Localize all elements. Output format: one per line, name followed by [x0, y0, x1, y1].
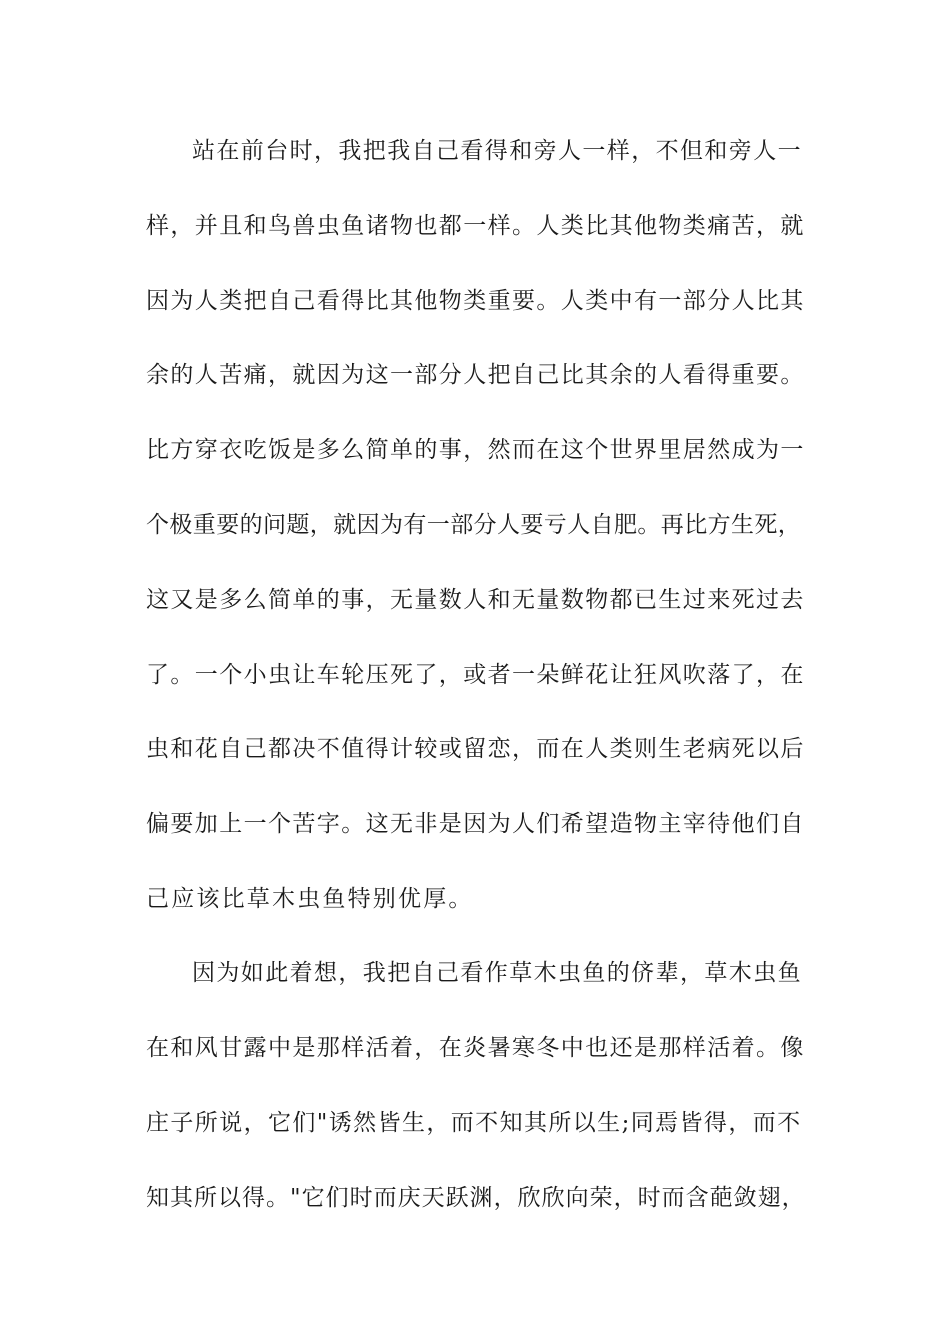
paragraph-1-line-8: 了。一个小虫让车轮压死了，或者一朵鲜花让狂风吹落了，在	[146, 662, 805, 688]
paragraph-2-line-2: 在和风甘露中是那样活着，在炎暑寒冬中也还是那样活着。像	[146, 1035, 805, 1061]
paragraph-1-line-6: 个极重要的问题，就因为有一部分人要亏人自肥。再比方生死，	[146, 512, 802, 538]
paragraph-2-line-4: 知其所以得。"它们时而庆天跃渊，欣欣向荣，时而含葩敛翅，	[146, 1185, 806, 1211]
paragraph-1-line-9: 虫和花自己都决不值得计较或留恋，而在人类则生老病死以后	[146, 736, 805, 762]
paragraph-1-line-2: 样，并且和鸟兽虫鱼诸物也都一样。人类比其他物类痛苦，就	[146, 213, 805, 239]
paragraph-1-line-3: 因为人类把自己看得比其他物类重要。人类中有一部分人比其	[146, 288, 805, 314]
paragraph-1-line-11: 己应该比草木虫鱼特别优厚。	[146, 886, 474, 912]
paragraph-2-line-1: 因为如此着想，我把自己看作草木虫鱼的侪辈，草木虫鱼	[192, 960, 802, 986]
paragraph-1-line-4: 余的人苦痛，就因为这一部分人把自己比其余的人看得重要。	[146, 362, 805, 388]
paragraph-2-line-3: 庄子所说，它们"诱然皆生，而不知其所以生;同焉皆得，而不	[146, 1110, 802, 1136]
paragraph-1-line-1: 站在前台时，我把我自己看得和旁人一样，不但和旁人一	[192, 138, 802, 164]
paragraph-1-line-7: 这又是多么简单的事，无量数人和无量数物都已生过来死过去	[146, 587, 805, 613]
paragraph-1-line-10: 偏要加上一个苦字。这无非是因为人们希望造物主宰待他们自	[146, 811, 805, 837]
paragraph-1-line-5: 比方穿衣吃饭是多么简单的事，然而在这个世界里居然成为一	[146, 437, 805, 463]
